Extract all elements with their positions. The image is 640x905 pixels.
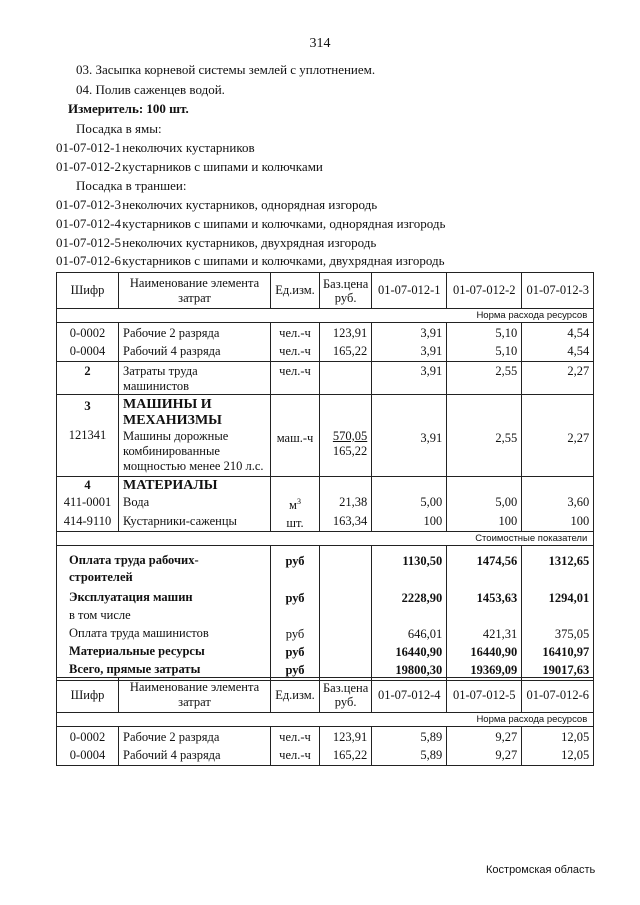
cost-unit: руб [285,645,305,660]
cost-value-cell [372,546,447,681]
cell-code: 0-0002 [57,727,119,746]
cost-unit-cell [271,546,320,681]
cost-value-cell [447,546,522,681]
cell-unit: маш.-ч [271,395,320,477]
table-row [57,727,594,746]
cell-value: 3,91 [372,341,447,362]
norm-label: Норма расхода ресурсов [57,713,594,727]
cell-value: 2,27 [522,395,594,477]
item-line [56,159,323,175]
item-line [56,216,445,232]
cell-name: Рабочие 2 разряда [119,323,271,342]
cost-value: 1312,65 [548,554,590,569]
cell-code: 414-9110 [63,514,112,528]
cost-value [376,607,442,625]
cost-spacer [526,570,589,587]
cell-name: Кустарники-саженцы [123,514,237,528]
cost-value: 646,01 [407,627,443,642]
cell-code: 0-0002 [57,323,119,342]
page-number: 314 [309,36,331,51]
item-text: неколючих кустарников, однорядная изгородь [122,197,378,212]
materials-value-cell [447,477,522,532]
norm-label: Норма расхода ресурсов [57,309,594,323]
cell-unit: чел.-ч [271,745,320,766]
cell-value: 2,27 [522,362,594,395]
item-line [56,140,255,156]
table-row [57,341,594,362]
item-code: 01-07-012-6 [56,253,121,268]
table-header-row [57,273,594,309]
cell-value: 4,54 [522,323,594,342]
cell-value: 100 [570,514,590,528]
materials-value-cell [522,477,594,532]
unit-superscript: 3 [296,497,301,506]
item-code: 01-07-012-4 [56,216,121,231]
cell-code: 2 [57,362,119,395]
cost-unit [275,607,315,625]
unit-text: м [289,498,297,513]
cell-code: 0-0004 [57,341,119,362]
cost-name: Эксплуатация машин [69,590,193,605]
machines-section-row [57,395,594,477]
resource-table-2 [56,677,594,766]
materials-section-row [57,477,594,532]
cell-unit: чел.-ч [271,323,320,342]
cell-name: Рабочие 2 разряда [119,727,271,746]
cell-value: 9,27 [447,727,522,746]
cell-unit: чел.-ч [271,727,320,746]
cost-label: Стоимостные показатели [57,532,594,546]
cell-price: 123,91 [320,727,372,746]
machines-code-cell [57,395,119,477]
cell-value: 3,91 [372,362,447,395]
cell-price: 165,22 [320,745,372,766]
cost-value: 19017,63 [542,663,590,678]
header-col-1: 01-07-012-1 [372,273,447,309]
cell-value: 3,91 [372,323,447,342]
intro-line-1: 03. Засыпка корневой системы землей с уплотнением. [76,62,376,77]
header-col-2: 01-07-012-2 [447,273,522,309]
cell-value: 5,00 [495,495,518,509]
cell-name: Рабочий 4 разряда [119,341,271,362]
header-col-3: 01-07-012-3 [522,273,594,309]
cost-spacer [451,570,517,587]
item-text: кустарников с шипами и колючками [122,159,323,174]
resource-table-1 [56,272,594,681]
cost-unit: руб [285,554,305,569]
cell-value: 2,55 [447,362,522,395]
cell-value: 12,05 [522,745,594,766]
table-row [57,323,594,342]
cost-value: 1130,50 [402,554,443,569]
cell-unit: шт. [286,516,304,531]
cell-unit [275,494,315,513]
cell-price: 21,38 [339,495,368,509]
cost-name: Всего, прямые затраты [69,662,201,677]
cell-price [320,362,372,395]
cell-name: Машины дорожные комбинированные мощностью менее 210 л.с. [123,429,264,473]
cell-value: 2,55 [447,395,522,477]
cost-value: 1453,63 [476,591,518,606]
item-line [56,253,445,269]
cost-value: 2228,90 [401,591,443,606]
header-col-3: 01-07-012-6 [522,678,594,713]
header-price: Баз.цена руб. [320,273,372,309]
cost-value [526,607,589,625]
price-value: 570,05 [332,429,368,443]
header-col-2: 01-07-012-5 [447,678,522,713]
item-code: 01-07-012-2 [56,159,121,174]
header-code: Шифр [57,273,119,309]
section-title: МАШИНЫ И МЕХАНИЗМЫ [123,397,222,428]
item-code: 01-07-012-3 [56,197,121,212]
cost-name: Оплата труда машинистов [69,626,209,641]
cell-code: 0-0004 [57,745,119,766]
price-value: 165,22 [332,444,368,458]
table-header-row [57,678,594,713]
cost-value [451,607,517,625]
cell-value: 5,10 [447,341,522,362]
materials-name-cell [119,477,271,532]
cost-label-row [57,532,594,546]
norm-label-row [57,309,594,323]
cell-unit: чел.-ч [271,341,320,362]
cell-code: 411-0001 [63,495,112,509]
cell-value: 100 [423,514,443,528]
item-text: неколючих кустарников [122,140,255,155]
cell-value: 3,60 [567,495,590,509]
header-name: Наименование элемента затрат [119,678,271,713]
cell-code: 121341 [68,428,107,442]
cell-value: 5,89 [372,727,447,746]
cost-name: Материальные ресурсы [69,644,205,659]
cost-unit: руб [285,627,305,642]
item-text: кустарников с шипами и колючками, двухрядная изгородь [122,253,445,268]
cost-spacer [275,570,315,587]
cost-value: 16440,90 [470,645,518,660]
cell-value: 3,91 [372,395,447,477]
footer-region: Костромская область [486,864,596,876]
cell-value: 9,27 [447,745,522,766]
cost-unit: руб [285,591,305,606]
materials-price-cell [320,477,372,532]
cost-value: 421,31 [482,627,518,642]
cell-value: 5,10 [447,323,522,342]
item-code: 01-07-012-1 [56,140,121,155]
header-code: Шифр [57,678,119,713]
materials-unit-cell [271,477,320,532]
cost-value: 375,05 [554,627,590,642]
header-col-1: 01-07-012-4 [372,678,447,713]
cost-value: 1294,01 [548,591,590,606]
cost-value: 19369,09 [470,663,518,678]
cell-value: 5,89 [372,745,447,766]
norm-label-row [57,713,594,727]
trench-heading: Посадка в траншеи: [76,178,187,193]
machines-name-cell [119,395,271,477]
item-code: 01-07-012-5 [56,235,121,250]
table-row [57,362,594,395]
item-line [56,197,377,213]
header-price: Баз.цена руб. [320,678,372,713]
materials-code-cell [57,477,119,532]
cost-value-cell [522,546,594,681]
table-row [57,745,594,766]
header-unit: Ед.изм. [271,273,320,309]
materials-value-cell [372,477,447,532]
cost-price-cell [320,546,372,681]
cell-value: 5,00 [420,495,443,509]
cost-value: 19800,30 [395,663,443,678]
cell-value: 12,05 [522,727,594,746]
cell-unit: чел.-ч [271,362,320,395]
cell-price: 165,22 [320,341,372,362]
cell-name: Вода [123,495,150,509]
cost-block-row [57,546,594,681]
section-number: 3 [84,398,91,413]
cost-unit: руб [285,663,305,678]
item-text: кустарников с шипами и колючками, однорядная изгородь [122,216,446,231]
cost-value: 1474,56 [476,554,518,569]
cell-price: 123,91 [320,323,372,342]
cell-name: Затраты труда машинистов [119,362,271,395]
cost-value: 16440,90 [395,645,443,660]
pit-heading: Посадка в ямы: [76,121,162,136]
meter-line: Измеритель: 100 шт. [68,101,189,116]
item-text: неколючих кустарников, двухрядная изгородь [122,235,377,250]
cost-name-cell [57,546,271,681]
cost-value: 16410,97 [542,645,590,660]
cost-spacer [376,570,442,587]
cell-value: 4,54 [522,341,594,362]
header-name: Наименование элемента затрат [119,273,271,309]
section-number: 4 [84,478,91,492]
section-title: МАТЕРИАЛЫ [123,478,218,493]
intro-line-2: 04. Полив саженцев водой. [76,82,225,97]
header-unit: Ед.изм. [271,678,320,713]
cost-name: Оплата труда рабочих-строителей [69,553,199,585]
item-line [56,235,376,251]
cell-price: 163,34 [332,514,368,528]
machines-price-cell [320,395,372,477]
cost-name: в том числе [69,608,131,623]
cell-name: Рабочий 4 разряда [119,745,271,766]
cell-value: 100 [498,514,518,528]
